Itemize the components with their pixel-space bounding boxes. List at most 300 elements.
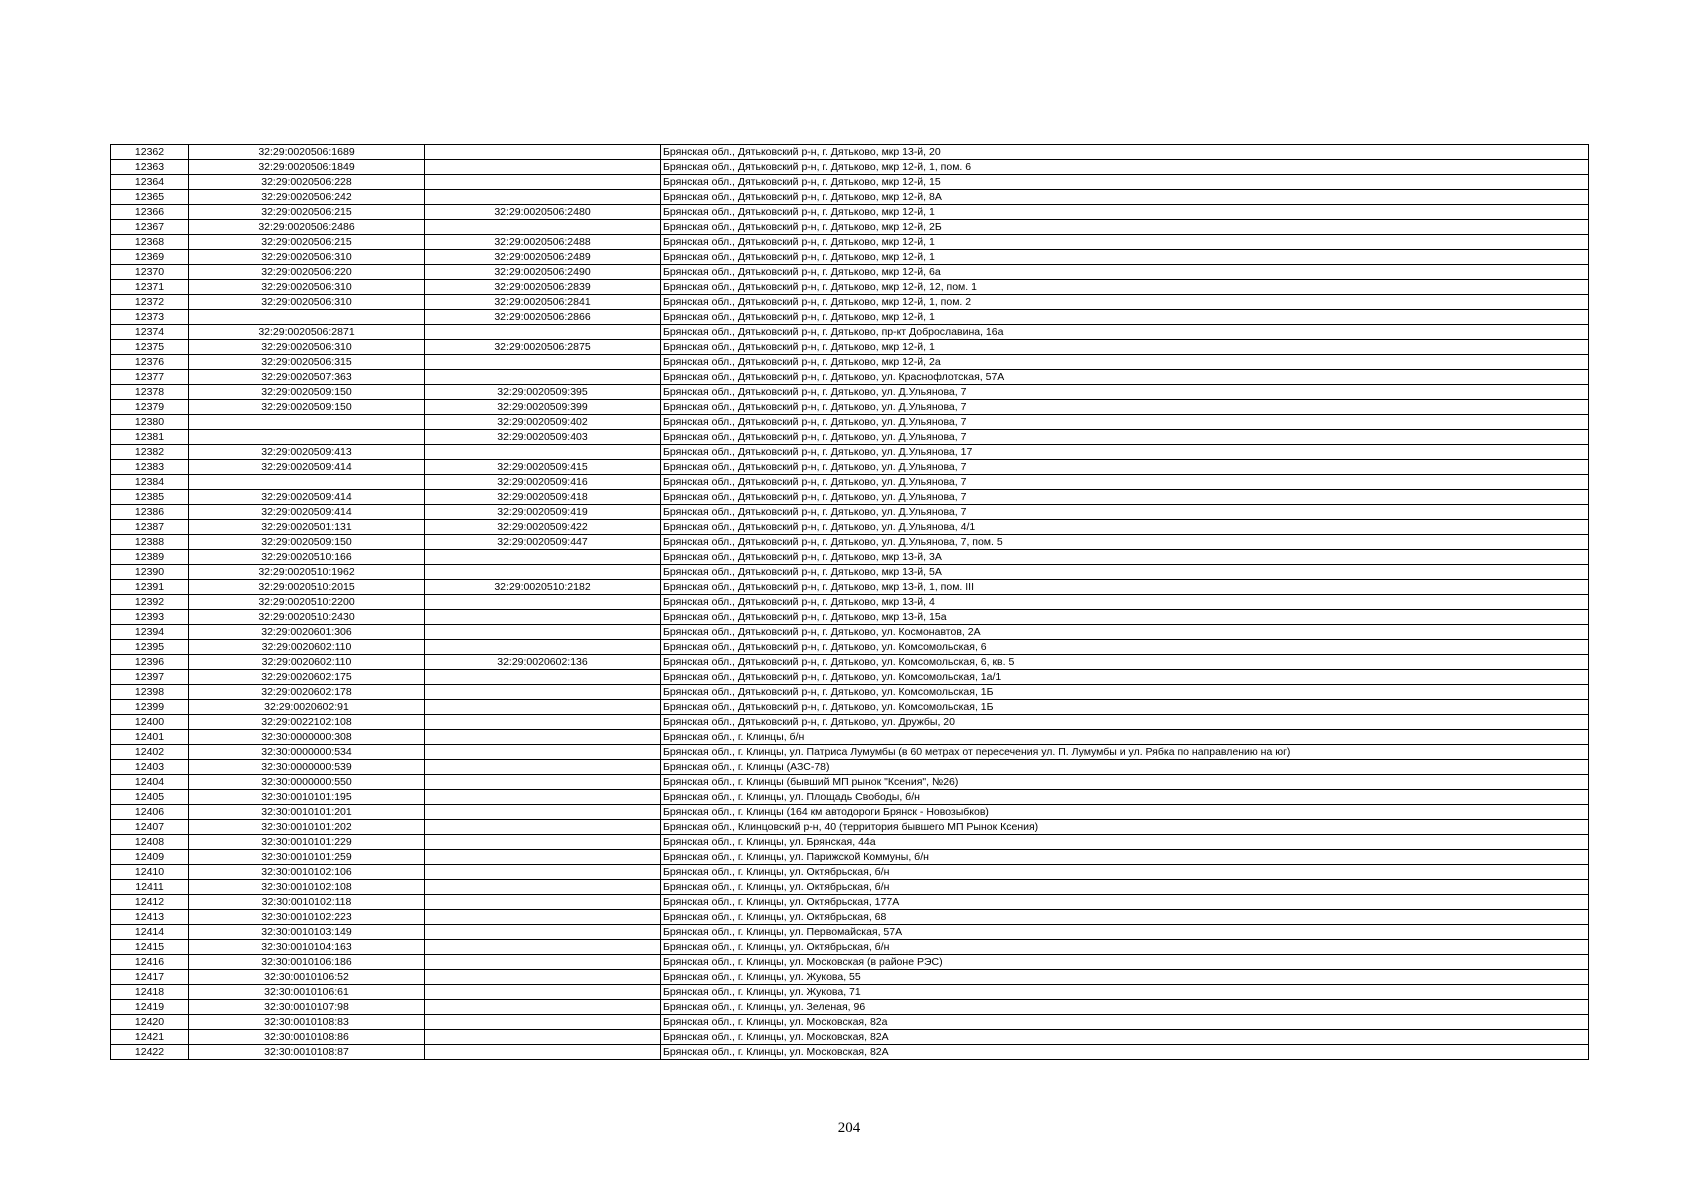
address-cell: Брянская обл., Дятьковский р-н, г. Дятьково, ул. Комсомольская, 6, кв. 5 xyxy=(661,655,1589,670)
cadastral-number-cell: 32:29:0020506:220 xyxy=(189,265,425,280)
cadastral-number-cell xyxy=(189,430,425,445)
cadastral-number-cell: 32:30:0010101:259 xyxy=(189,850,425,865)
premises-cadastral-number-cell: 32:29:0020506:2480 xyxy=(425,205,661,220)
table-row xyxy=(111,805,1589,820)
row-number-cell: 12405 xyxy=(111,790,189,805)
table-row xyxy=(111,370,1589,385)
cadastral-number-cell: 32:30:0000000:308 xyxy=(189,730,425,745)
table-row xyxy=(111,670,1589,685)
premises-cadastral-number-cell xyxy=(425,160,661,175)
cadastral-number-cell: 32:29:0020506:1849 xyxy=(189,160,425,175)
table-row xyxy=(111,310,1589,325)
address-cell: Брянская обл., г. Клинцы, ул. Октябрьская, б/н xyxy=(661,865,1589,880)
cadastral-number-cell: 32:29:0020509:414 xyxy=(189,505,425,520)
row-number-cell: 12394 xyxy=(111,625,189,640)
cadastral-number-cell: 32:30:0010107:98 xyxy=(189,1000,425,1015)
table-row xyxy=(111,850,1589,865)
table-row xyxy=(111,385,1589,400)
premises-cadastral-number-cell xyxy=(425,1030,661,1045)
row-number-cell: 12396 xyxy=(111,655,189,670)
cadastral-number-cell xyxy=(189,310,425,325)
address-cell: Брянская обл., Дятьковский р-н, г. Дятьково, мкр 12-й, 1 xyxy=(661,235,1589,250)
address-cell: Брянская обл., Дятьковский р-н, г. Дятьково, ул. Дружбы, 20 xyxy=(661,715,1589,730)
address-cell: Брянская обл., Дятьковский р-н, г. Дятьково, ул. Д.Ульянова, 7 xyxy=(661,430,1589,445)
address-cell: Брянская обл., г. Клинцы, б/н xyxy=(661,730,1589,745)
address-cell: Брянская обл., Дятьковский р-н, г. Дятьково, мкр 12-й, 2Б xyxy=(661,220,1589,235)
cadastral-number-cell: 32:30:0010102:118 xyxy=(189,895,425,910)
row-number-cell: 12418 xyxy=(111,985,189,1000)
address-cell: Брянская обл., Дятьковский р-н, г. Дятьково, пр-кт Доброславина, 16а xyxy=(661,325,1589,340)
premises-cadastral-number-cell: 32:29:0020506:2839 xyxy=(425,280,661,295)
row-number-cell: 12417 xyxy=(111,970,189,985)
cadastral-number-cell: 32:29:0020602:110 xyxy=(189,655,425,670)
cadastral-number-cell: 32:29:0020510:2430 xyxy=(189,610,425,625)
address-cell: Брянская обл., Дятьковский р-н, г. Дятьково, мкр 12-й, 8А xyxy=(661,190,1589,205)
row-number-cell: 12390 xyxy=(111,565,189,580)
cadastral-number-cell: 32:30:0010106:52 xyxy=(189,970,425,985)
address-cell: Брянская обл., Дятьковский р-н, г. Дятьково, мкр 12-й, 1, пом. 2 xyxy=(661,295,1589,310)
address-cell: Брянская обл., Дятьковский р-н, г. Дятьково, ул. Комсомольская, 6 xyxy=(661,640,1589,655)
table-row xyxy=(111,745,1589,760)
table-row xyxy=(111,505,1589,520)
premises-cadastral-number-cell: 32:29:0020509:395 xyxy=(425,385,661,400)
premises-cadastral-number-cell: 32:29:0020506:2841 xyxy=(425,295,661,310)
cadastral-number-cell: 32:29:0020509:150 xyxy=(189,400,425,415)
premises-cadastral-number-cell xyxy=(425,325,661,340)
address-cell: Брянская обл., г. Клинцы, ул. Жукова, 71 xyxy=(661,985,1589,1000)
row-number-cell: 12404 xyxy=(111,775,189,790)
address-cell: Брянская обл., Дятьковский р-н, г. Дятьково, ул. Д.Ульянова, 7, пом. 5 xyxy=(661,535,1589,550)
premises-cadastral-number-cell: 32:29:0020506:2875 xyxy=(425,340,661,355)
address-cell: Брянская обл., г. Клинцы, ул. Парижской Коммуны, б/н xyxy=(661,850,1589,865)
table-row xyxy=(111,595,1589,610)
cadastral-number-cell: 32:29:0020510:166 xyxy=(189,550,425,565)
table-row xyxy=(111,610,1589,625)
row-number-cell: 12413 xyxy=(111,910,189,925)
cadastral-number-cell: 32:29:0020602:175 xyxy=(189,670,425,685)
address-cell: Брянская обл., Дятьковский р-н, г. Дятьково, ул. Комсомольская, 1а/1 xyxy=(661,670,1589,685)
address-cell: Брянская обл., Дятьковский р-н, г. Дятьково, мкр 12-й, 1, пом. 6 xyxy=(661,160,1589,175)
cadastral-number-cell: 32:30:0010108:86 xyxy=(189,1030,425,1045)
premises-cadastral-number-cell xyxy=(425,985,661,1000)
table-row xyxy=(111,280,1589,295)
cadastral-number-cell: 32:29:0020507:363 xyxy=(189,370,425,385)
table-row xyxy=(111,940,1589,955)
row-number-cell: 12364 xyxy=(111,175,189,190)
row-number-cell: 12393 xyxy=(111,610,189,625)
row-number-cell: 12375 xyxy=(111,340,189,355)
table-row xyxy=(111,490,1589,505)
address-cell: Брянская обл., Дятьковский р-н, г. Дятьково, мкр 12-й, 1 xyxy=(661,250,1589,265)
address-cell: Брянская обл., Дятьковский р-н, г. Дятьково, мкр 12-й, 1 xyxy=(661,310,1589,325)
cadastral-number-cell xyxy=(189,415,425,430)
address-cell: Брянская обл., Дятьковский р-н, г. Дятьково, мкр 13-й, 3А xyxy=(661,550,1589,565)
table-row xyxy=(111,415,1589,430)
table-row xyxy=(111,820,1589,835)
cadastral-number-cell: 32:29:0020506:310 xyxy=(189,340,425,355)
cadastral-number-cell: 32:29:0020506:215 xyxy=(189,235,425,250)
address-cell: Брянская обл., г. Клинцы, ул. Московская (в районе РЭС) xyxy=(661,955,1589,970)
row-number-cell: 12376 xyxy=(111,355,189,370)
premises-cadastral-number-cell xyxy=(425,925,661,940)
table-row xyxy=(111,250,1589,265)
cadastral-number-cell: 32:29:0020602:91 xyxy=(189,700,425,715)
address-cell: Брянская обл., Дятьковский р-н, г. Дятьково, ул. Д.Ульянова, 17 xyxy=(661,445,1589,460)
premises-cadastral-number-cell: 32:29:0020509:403 xyxy=(425,430,661,445)
cadastral-number-cell: 32:29:0020510:2200 xyxy=(189,595,425,610)
cadastral-number-cell: 32:29:0020506:310 xyxy=(189,295,425,310)
premises-cadastral-number-cell: 32:29:0020509:422 xyxy=(425,520,661,535)
table-row xyxy=(111,730,1589,745)
premises-cadastral-number-cell: 32:29:0020506:2490 xyxy=(425,265,661,280)
address-cell: Брянская обл., Дятьковский р-н, г. Дятьково, ул. Д.Ульянова, 7 xyxy=(661,400,1589,415)
table-row xyxy=(111,835,1589,850)
table-row xyxy=(111,355,1589,370)
address-cell: Брянская обл., г. Клинцы, ул. Октябрьская, б/н xyxy=(661,940,1589,955)
row-number-cell: 12386 xyxy=(111,505,189,520)
address-cell: Брянская обл., Дятьковский р-н, г. Дятьково, мкр 12-й, 6а xyxy=(661,265,1589,280)
row-number-cell: 12398 xyxy=(111,685,189,700)
address-cell: Брянская обл., г. Клинцы, ул. Брянская, 44а xyxy=(661,835,1589,850)
row-number-cell: 12415 xyxy=(111,940,189,955)
address-cell: Брянская обл., Дятьковский р-н, г. Дятьково, ул. Д.Ульянова, 4/1 xyxy=(661,520,1589,535)
table-row xyxy=(111,955,1589,970)
cadastral-number-cell: 32:30:0010101:229 xyxy=(189,835,425,850)
premises-cadastral-number-cell: 32:29:0020509:418 xyxy=(425,490,661,505)
address-cell: Брянская обл., г. Клинцы (164 км автодороги Брянск - Новозыбков) xyxy=(661,805,1589,820)
row-number-cell: 12395 xyxy=(111,640,189,655)
table-row xyxy=(111,715,1589,730)
address-cell: Брянская обл., Дятьковский р-н, г. Дятьково, ул. Космонавтов, 2А xyxy=(661,625,1589,640)
cadastral-number-cell: 32:29:0020506:2871 xyxy=(189,325,425,340)
table-row xyxy=(111,265,1589,280)
table-row xyxy=(111,400,1589,415)
row-number-cell: 12363 xyxy=(111,160,189,175)
table-row xyxy=(111,580,1589,595)
table-row xyxy=(111,220,1589,235)
table-row xyxy=(111,1015,1589,1030)
table-row xyxy=(111,325,1589,340)
premises-cadastral-number-cell xyxy=(425,145,661,160)
table-row xyxy=(111,700,1589,715)
cadastral-number-cell: 32:29:0020501:131 xyxy=(189,520,425,535)
premises-cadastral-number-cell: 32:29:0020509:419 xyxy=(425,505,661,520)
table-row xyxy=(111,970,1589,985)
cadastral-number-cell: 32:29:0020510:2015 xyxy=(189,580,425,595)
premises-cadastral-number-cell: 32:29:0020510:2182 xyxy=(425,580,661,595)
table-row xyxy=(111,190,1589,205)
cadastral-number-cell: 32:30:0010108:87 xyxy=(189,1045,425,1060)
table-row xyxy=(111,640,1589,655)
premises-cadastral-number-cell: 32:29:0020509:399 xyxy=(425,400,661,415)
premises-cadastral-number-cell: 32:29:0020509:402 xyxy=(425,415,661,430)
cadastral-number-cell: 32:29:0022102:108 xyxy=(189,715,425,730)
premises-cadastral-number-cell xyxy=(425,835,661,850)
cadastral-number-cell: 32:29:0020506:315 xyxy=(189,355,425,370)
address-cell: Брянская обл., Дятьковский р-н, г. Дятьково, мкр 13-й, 4 xyxy=(661,595,1589,610)
table-row xyxy=(111,895,1589,910)
row-number-cell: 12408 xyxy=(111,835,189,850)
cadastral-number-cell: 32:29:0020509:150 xyxy=(189,385,425,400)
premises-cadastral-number-cell xyxy=(425,595,661,610)
premises-cadastral-number-cell xyxy=(425,370,661,385)
premises-cadastral-number-cell xyxy=(425,820,661,835)
address-cell: Брянская обл., Дятьковский р-н, г. Дятьково, мкр 13-й, 15а xyxy=(661,610,1589,625)
cadastral-number-cell: 32:30:0010108:83 xyxy=(189,1015,425,1030)
row-number-cell: 12365 xyxy=(111,190,189,205)
premises-cadastral-number-cell xyxy=(425,955,661,970)
table-row xyxy=(111,460,1589,475)
row-number-cell: 12407 xyxy=(111,820,189,835)
address-cell: Брянская обл., г. Клинцы, ул. Жукова, 55 xyxy=(661,970,1589,985)
premises-cadastral-number-cell xyxy=(425,445,661,460)
row-number-cell: 12400 xyxy=(111,715,189,730)
cadastral-number-cell: 32:30:0000000:534 xyxy=(189,745,425,760)
cadastral-number-cell: 32:29:0020509:413 xyxy=(189,445,425,460)
row-number-cell: 12403 xyxy=(111,760,189,775)
address-cell: Брянская обл., Дятьковский р-н, г. Дятьково, ул. Д.Ульянова, 7 xyxy=(661,505,1589,520)
cadastral-number-cell: 32:30:0000000:550 xyxy=(189,775,425,790)
cadastral-number-cell: 32:29:0020509:414 xyxy=(189,460,425,475)
cadastral-number-cell: 32:30:0010102:106 xyxy=(189,865,425,880)
row-number-cell: 12369 xyxy=(111,250,189,265)
premises-cadastral-number-cell xyxy=(425,565,661,580)
cadastral-number-cell: 32:29:0020506:310 xyxy=(189,250,425,265)
address-cell: Брянская обл., г. Клинцы, ул. Октябрьская, 177А xyxy=(661,895,1589,910)
premises-cadastral-number-cell xyxy=(425,970,661,985)
premises-cadastral-number-cell xyxy=(425,865,661,880)
cadastral-number-cell: 32:29:0020506:310 xyxy=(189,280,425,295)
row-number-cell: 12389 xyxy=(111,550,189,565)
premises-cadastral-number-cell: 32:29:0020506:2866 xyxy=(425,310,661,325)
table-row xyxy=(111,1000,1589,1015)
table-row xyxy=(111,790,1589,805)
cadastral-number-cell xyxy=(189,475,425,490)
address-cell: Брянская обл., Дятьковский р-н, г. Дятьково, ул. Комсомольская, 1Б xyxy=(661,700,1589,715)
cadastral-number-cell: 32:29:0020509:414 xyxy=(189,490,425,505)
cadastral-number-cell: 32:30:0010101:201 xyxy=(189,805,425,820)
page-number: 204 xyxy=(837,1120,861,1136)
row-number-cell: 12399 xyxy=(111,700,189,715)
address-cell: Брянская обл., г. Клинцы, ул. Патриса Лумумбы (в 60 метрах от пересечения ул. П. Лумумбы и ул. Рябка по направлению на юг) xyxy=(661,745,1589,760)
row-number-cell: 12381 xyxy=(111,430,189,445)
row-number-cell: 12368 xyxy=(111,235,189,250)
cadastral-number-cell: 32:29:0020601:306 xyxy=(189,625,425,640)
row-number-cell: 12406 xyxy=(111,805,189,820)
row-number-cell: 12422 xyxy=(111,1045,189,1060)
address-cell: Брянская обл., Клинцовский р-н, 40 (территория бывшего МП Рынок Ксения) xyxy=(661,820,1589,835)
table-row xyxy=(111,865,1589,880)
address-cell: Брянская обл., Дятьковский р-н, г. Дятьково, ул. Д.Ульянова, 7 xyxy=(661,490,1589,505)
table-row xyxy=(111,550,1589,565)
table-row xyxy=(111,655,1589,670)
table-row xyxy=(111,1030,1589,1045)
premises-cadastral-number-cell: 32:29:0020509:415 xyxy=(425,460,661,475)
row-number-cell: 12367 xyxy=(111,220,189,235)
cadastral-number-cell: 32:30:0010102:108 xyxy=(189,880,425,895)
address-cell: Брянская обл., г. Клинцы, ул. Октябрьская, б/н xyxy=(661,880,1589,895)
row-number-cell: 12374 xyxy=(111,325,189,340)
cadastral-number-cell: 32:30:0010104:163 xyxy=(189,940,425,955)
row-number-cell: 12416 xyxy=(111,955,189,970)
table-row xyxy=(111,685,1589,700)
premises-cadastral-number-cell xyxy=(425,850,661,865)
premises-cadastral-number-cell xyxy=(425,610,661,625)
table-row xyxy=(111,565,1589,580)
premises-cadastral-number-cell xyxy=(425,685,661,700)
cadastral-number-cell: 32:30:0010101:202 xyxy=(189,820,425,835)
premises-cadastral-number-cell xyxy=(425,910,661,925)
address-cell: Брянская обл., г. Клинцы (АЗС-78) xyxy=(661,760,1589,775)
address-cell: Брянская обл., г. Клинцы, ул. Первомайская, 57А xyxy=(661,925,1589,940)
cadastral-number-cell: 32:29:0020506:228 xyxy=(189,175,425,190)
row-number-cell: 12421 xyxy=(111,1030,189,1045)
row-number-cell: 12397 xyxy=(111,670,189,685)
address-cell: Брянская обл., г. Клинцы (бывший МП рынок "Ксения", №26) xyxy=(661,775,1589,790)
address-cell: Брянская обл., г. Клинцы, ул. Московская, 82А xyxy=(661,1030,1589,1045)
address-cell: Брянская обл., Дятьковский р-н, г. Дятьково, ул. Комсомольская, 1Б xyxy=(661,685,1589,700)
address-cell: Брянская обл., г. Клинцы, ул. Октябрьская, 68 xyxy=(661,910,1589,925)
table-row xyxy=(111,760,1589,775)
table-row xyxy=(111,520,1589,535)
table-row xyxy=(111,175,1589,190)
cadastral-number-cell: 32:30:0010106:186 xyxy=(189,955,425,970)
premises-cadastral-number-cell: 32:29:0020509:416 xyxy=(425,475,661,490)
address-cell: Брянская обл., Дятьковский р-н, г. Дятьково, ул. Д.Ульянова, 7 xyxy=(661,460,1589,475)
table-row xyxy=(111,145,1589,160)
table-row xyxy=(111,445,1589,460)
cadastral-number-cell: 32:30:0010103:149 xyxy=(189,925,425,940)
row-number-cell: 12384 xyxy=(111,475,189,490)
address-cell: Брянская обл., г. Клинцы, ул. Московская, 82а xyxy=(661,1015,1589,1030)
table-row xyxy=(111,205,1589,220)
address-cell: Брянская обл., Дятьковский р-н, г. Дятьково, ул. Краснофлотская, 57А xyxy=(661,370,1589,385)
address-cell: Брянская обл., Дятьковский р-н, г. Дятьково, ул. Д.Ульянова, 7 xyxy=(661,415,1589,430)
row-number-cell: 12378 xyxy=(111,385,189,400)
table-row xyxy=(111,1045,1589,1060)
premises-cadastral-number-cell xyxy=(425,715,661,730)
address-cell: Брянская обл., Дятьковский р-н, г. Дятьково, мкр 12-й, 15 xyxy=(661,175,1589,190)
cadastral-number-cell: 32:30:0010101:195 xyxy=(189,790,425,805)
row-number-cell: 12391 xyxy=(111,580,189,595)
premises-cadastral-number-cell xyxy=(425,625,661,640)
row-number-cell: 12419 xyxy=(111,1000,189,1015)
row-number-cell: 12373 xyxy=(111,310,189,325)
table-row xyxy=(111,235,1589,250)
table-row xyxy=(111,880,1589,895)
premises-cadastral-number-cell xyxy=(425,895,661,910)
row-number-cell: 12409 xyxy=(111,850,189,865)
address-cell: Брянская обл., г. Клинцы, ул. Московская, 82А xyxy=(661,1045,1589,1060)
premises-cadastral-number-cell xyxy=(425,940,661,955)
cadastral-number-cell: 32:30:0010106:61 xyxy=(189,985,425,1000)
premises-cadastral-number-cell xyxy=(425,1045,661,1060)
row-number-cell: 12387 xyxy=(111,520,189,535)
table-row xyxy=(111,535,1589,550)
row-number-cell: 12362 xyxy=(111,145,189,160)
row-number-cell: 12414 xyxy=(111,925,189,940)
row-number-cell: 12380 xyxy=(111,415,189,430)
premises-cadastral-number-cell: 32:29:0020602:136 xyxy=(425,655,661,670)
premises-cadastral-number-cell xyxy=(425,670,661,685)
address-cell: Брянская обл., Дятьковский р-н, г. Дятьково, мкр 12-й, 1 xyxy=(661,340,1589,355)
address-cell: Брянская обл., Дятьковский р-н, г. Дятьково, мкр 12-й, 12, пом. 1 xyxy=(661,280,1589,295)
row-number-cell: 12401 xyxy=(111,730,189,745)
table-row xyxy=(111,295,1589,310)
address-cell: Брянская обл., Дятьковский р-н, г. Дятьково, мкр 13-й, 5А xyxy=(661,565,1589,580)
premises-cadastral-number-cell xyxy=(425,700,661,715)
table-row xyxy=(111,340,1589,355)
address-cell: Брянская обл., Дятьковский р-н, г. Дятьково, мкр 13-й, 20 xyxy=(661,145,1589,160)
premises-cadastral-number-cell xyxy=(425,220,661,235)
premises-cadastral-number-cell xyxy=(425,355,661,370)
address-cell: Брянская обл., Дятьковский р-н, г. Дятьково, ул. Д.Ульянова, 7 xyxy=(661,385,1589,400)
row-number-cell: 12411 xyxy=(111,880,189,895)
premises-cadastral-number-cell: 32:29:0020506:2489 xyxy=(425,250,661,265)
row-number-cell: 12379 xyxy=(111,400,189,415)
premises-cadastral-number-cell xyxy=(425,805,661,820)
premises-cadastral-number-cell xyxy=(425,790,661,805)
address-cell: Брянская обл., Дятьковский р-н, г. Дятьково, мкр 12-й, 1 xyxy=(661,205,1589,220)
table-row xyxy=(111,775,1589,790)
address-cell: Брянская обл., г. Клинцы, ул. Площадь Свободы, б/н xyxy=(661,790,1589,805)
row-number-cell: 12385 xyxy=(111,490,189,505)
row-number-cell: 12392 xyxy=(111,595,189,610)
address-cell: Брянская обл., г. Клинцы, ул. Зеленая, 96 xyxy=(661,1000,1589,1015)
cadastral-number-cell: 32:29:0020506:2486 xyxy=(189,220,425,235)
premises-cadastral-number-cell xyxy=(425,1000,661,1015)
row-number-cell: 12412 xyxy=(111,895,189,910)
cadastral-number-cell: 32:29:0020602:178 xyxy=(189,685,425,700)
cadastral-number-cell: 32:29:0020506:242 xyxy=(189,190,425,205)
premises-cadastral-number-cell xyxy=(425,175,661,190)
premises-cadastral-number-cell xyxy=(425,760,661,775)
row-number-cell: 12370 xyxy=(111,265,189,280)
address-cell: Брянская обл., Дятьковский р-н, г. Дятьково, мкр 13-й, 1, пом. III xyxy=(661,580,1589,595)
row-number-cell: 12372 xyxy=(111,295,189,310)
cadastral-number-cell: 32:29:0020602:110 xyxy=(189,640,425,655)
row-number-cell: 12382 xyxy=(111,445,189,460)
table-row xyxy=(111,925,1589,940)
premises-cadastral-number-cell xyxy=(425,190,661,205)
premises-cadastral-number-cell xyxy=(425,640,661,655)
cadastral-number-cell: 32:30:0010102:223 xyxy=(189,910,425,925)
row-number-cell: 12420 xyxy=(111,1015,189,1030)
premises-cadastral-number-cell xyxy=(425,1015,661,1030)
cadastral-number-cell: 32:30:0000000:539 xyxy=(189,760,425,775)
premises-cadastral-number-cell xyxy=(425,775,661,790)
row-number-cell: 12383 xyxy=(111,460,189,475)
row-number-cell: 12366 xyxy=(111,205,189,220)
table-row xyxy=(111,160,1589,175)
premises-cadastral-number-cell xyxy=(425,730,661,745)
cadastral-number-cell: 32:29:0020506:215 xyxy=(189,205,425,220)
table-row xyxy=(111,625,1589,640)
table-row xyxy=(111,985,1589,1000)
cadastral-number-cell: 32:29:0020509:150 xyxy=(189,535,425,550)
premises-cadastral-number-cell xyxy=(425,880,661,895)
row-number-cell: 12371 xyxy=(111,280,189,295)
table-row xyxy=(111,430,1589,445)
table-row xyxy=(111,910,1589,925)
row-number-cell: 12410 xyxy=(111,865,189,880)
table-row xyxy=(111,475,1589,490)
premises-cadastral-number-cell: 32:29:0020509:447 xyxy=(425,535,661,550)
address-cell: Брянская обл., Дятьковский р-н, г. Дятьково, мкр 12-й, 2а xyxy=(661,355,1589,370)
premises-cadastral-number-cell: 32:29:0020506:2488 xyxy=(425,235,661,250)
cadastral-number-cell: 32:29:0020506:1689 xyxy=(189,145,425,160)
row-number-cell: 12402 xyxy=(111,745,189,760)
